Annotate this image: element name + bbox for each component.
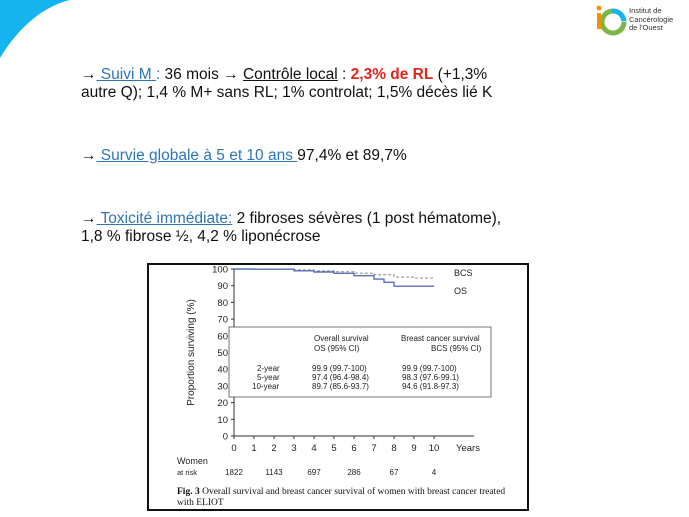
risk-count: 1143 (265, 468, 283, 477)
y-tick-label: 20 (217, 398, 228, 410)
table-col2-sub: BCS (95% CI) (431, 344, 482, 353)
survival-chart (149, 265, 527, 485)
risk-count: 697 (307, 468, 321, 477)
y-axis-label: Proportion surviving (%) (186, 299, 197, 406)
y-tick-label: 50 (217, 348, 228, 359)
follow-up-duration: 36 mois → (160, 66, 243, 83)
y-tick-label: 100 (212, 265, 228, 276)
bullet-follow-up (81, 66, 492, 102)
arrow-icon: → (81, 66, 97, 83)
x-tick-label: 0 (231, 443, 237, 454)
legend-label-bcs: BCS (454, 268, 473, 279)
toxicity-text-a: 2 fibroses sévères (1 post hématome), (232, 210, 502, 227)
logo-line-3: de l'Ouest (629, 23, 663, 33)
caption-label: Fig. 3 (177, 487, 200, 497)
legend-label-os: OS (454, 286, 468, 297)
risk-count: 67 (389, 468, 399, 477)
table-row-os: 89.7 (85.6-93.7) (312, 382, 369, 391)
survival-figure (147, 263, 529, 511)
follow-up-text-a: (+1,3% (433, 66, 488, 83)
logo (594, 3, 686, 43)
table-row-label: 2-year (257, 364, 280, 373)
local-control-colon: : (337, 66, 351, 83)
x-tick-label: 4 (311, 443, 317, 454)
y-tick-label: 90 (217, 281, 228, 293)
follow-up-link[interactable]: Suivi M (96, 66, 156, 83)
y-tick-label: 40 (217, 364, 228, 376)
chart-series (234, 269, 434, 286)
toxicity-colon: : (228, 210, 233, 227)
toxicity-link[interactable]: Toxicité immédiate (96, 210, 229, 227)
y-tick-label: 70 (217, 314, 228, 326)
follow-up-colon: : (155, 66, 161, 83)
toxicity-text-b: 1,8 % fibrose ½, 4,2 % liponécrose (81, 228, 321, 245)
risk-label-at-risk: at risk (177, 468, 198, 477)
y-tick-label: 60 (217, 331, 228, 343)
local-control-label: Contrôle local (242, 66, 338, 83)
figure-caption (177, 487, 517, 509)
table-row-os: 99.9 (99.7-100) (312, 364, 367, 373)
logo-mark-icon (594, 3, 628, 41)
logo-line-1: Institut de (629, 6, 662, 15)
risk-count: 1822 (225, 468, 243, 477)
x-tick-label: 10 (428, 443, 440, 454)
logo-text (629, 7, 673, 33)
table-row-os: 97.4 (96.4-98.4) (312, 373, 369, 382)
x-tick-label: 1 (251, 443, 257, 454)
x-axis-label: Years (456, 443, 480, 454)
x-tick-label: 6 (351, 443, 357, 454)
x-tick-label: 5 (331, 443, 337, 454)
corner-swoosh-decoration (0, 0, 80, 80)
x-tick-label: 8 (391, 443, 397, 454)
local-recurrence-highlight: 2,3% de RL (350, 66, 434, 83)
y-tick-label: 80 (217, 297, 228, 309)
y-tick-label: 30 (217, 381, 228, 393)
table-col1-header: Overall survival (314, 334, 369, 343)
logo-line-2: Cancérologie (629, 14, 674, 24)
table-row-label: 10-year (252, 382, 280, 391)
arrow-icon: → (81, 147, 97, 164)
risk-count: 4 (431, 468, 437, 477)
chart-legend (454, 268, 473, 296)
follow-up-text-b: autre Q); 1,4 % M+ sans RL; 1% controlat; 1,5% décès lié K (81, 84, 493, 101)
caption-text: Overall survival and breast cancer survival of women with breast cancer treated with ELIOT (177, 487, 506, 508)
risk-label-women: Women (177, 456, 208, 466)
series-line-os (234, 269, 434, 286)
risk-count: 286 (347, 468, 361, 477)
y-tick-label: 0 (222, 431, 228, 443)
x-tick-label: 3 (291, 443, 297, 454)
table-col1-sub: OS (95% CI) (314, 344, 360, 353)
bullet-toxicity (81, 210, 501, 246)
table-row-label: 5-year (257, 373, 280, 382)
table-row-bcs: 98.3 (97.6-99.1) (402, 373, 459, 382)
survival-table (229, 327, 491, 397)
table-row-bcs: 99.9 (99.7-100) (402, 364, 457, 373)
overall-survival-link[interactable]: Survie globale à 5 et 10 ans (96, 147, 298, 164)
x-tick-label: 2 (271, 443, 277, 454)
risk-counts (225, 468, 437, 477)
table-col2-header: Breast cancer survival (401, 334, 480, 343)
x-tick-label: 7 (371, 443, 377, 454)
x-ticks (231, 436, 439, 454)
table-row-bcs: 94.6 (91.8-97.3) (402, 382, 459, 391)
y-tick-label: 10 (217, 414, 228, 426)
overall-survival-values: 97,4% et 89,7% (297, 147, 407, 164)
arrow-icon: → (81, 210, 97, 227)
x-tick-label: 9 (411, 443, 417, 454)
bullet-overall-survival (81, 147, 407, 165)
